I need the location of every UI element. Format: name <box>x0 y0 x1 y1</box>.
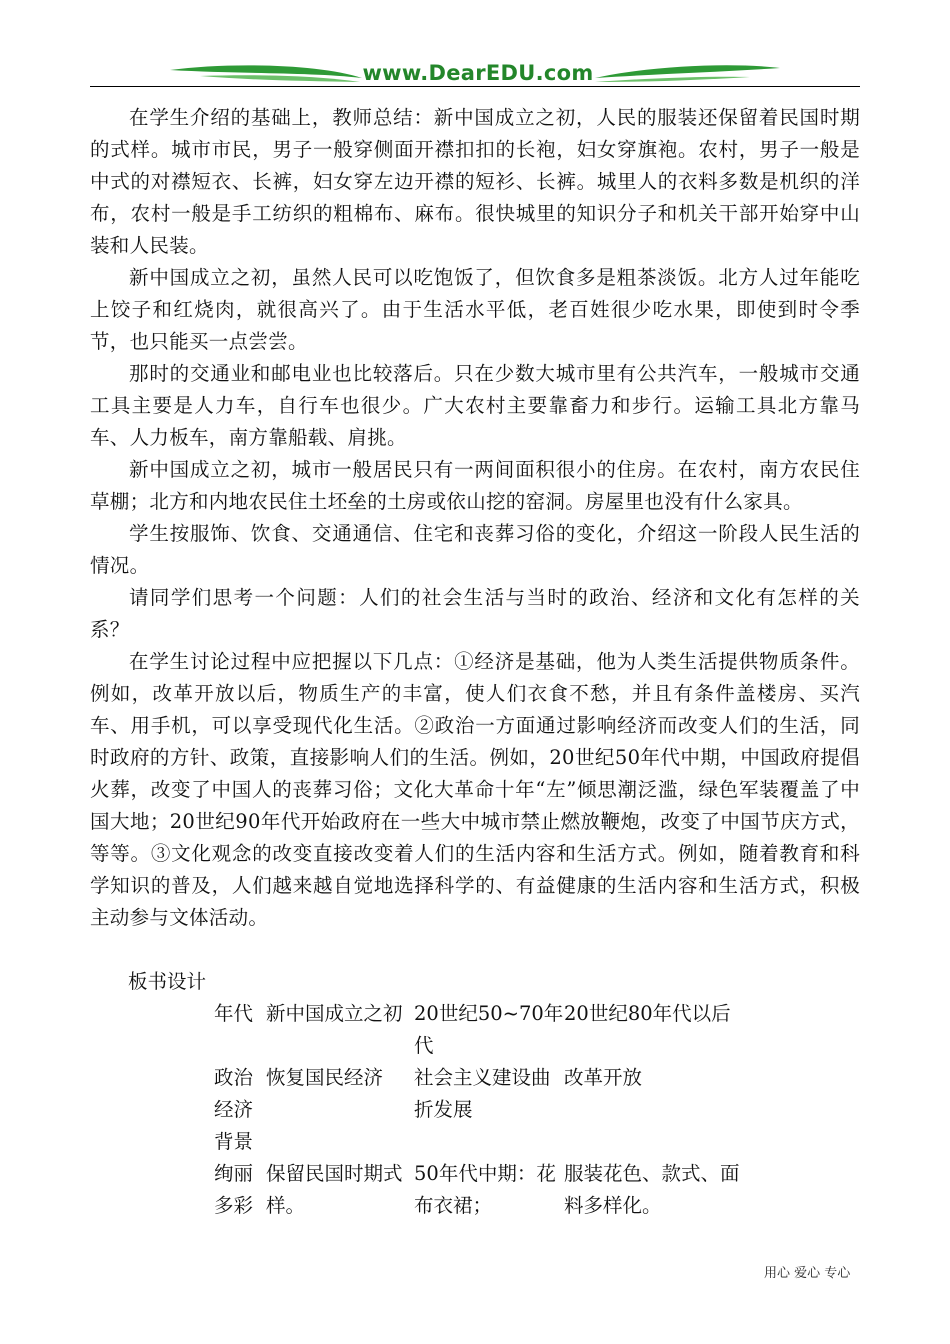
paragraph: 在学生介绍的基础上，教师总结：新中国成立之初，人民的服装还保留着民国时期的式样。城市市民，男子一般穿侧面开襟扣扣的长袍，妇女穿旗袍。农村，男子一般是中式的对襟短衣、长裤，妇女穿左边开襟的短衫、长裤。城里人的衣料多数是机织的洋布，农村一般是手工纺织的粗棉布、麻布。很快城里的知识分子和机关干部开始穿中山装和人民装。 <box>90 106 860 257</box>
table-cell: 服装花色、款式、面料多样化。 <box>564 1162 740 1217</box>
board-title: 板书设计 <box>128 970 207 993</box>
table-cell: 社会主义建设曲折发展 <box>414 1066 551 1121</box>
site-logo[interactable]: www.DearEDU.com <box>362 61 594 85</box>
table-cell: 20世纪50~70年代 <box>414 1002 564 1057</box>
board-table <box>214 998 744 1222</box>
header-rule <box>90 86 860 87</box>
table-cell: 改革开放 <box>564 1066 643 1089</box>
table-row <box>214 1062 744 1158</box>
table-cell: 绚丽多彩 <box>214 1162 254 1217</box>
paragraph: 那时的交通业和邮电业也比较落后。只在少数大城市里有公共汽车，一般城市交通工具主要是人力车，自行车也很少。广大农村主要靠畜力和步行。运输工具北方靠马车、人力板车，南方靠船载、肩挑。 <box>90 362 860 449</box>
paragraph: 在学生讨论过程中应把握以下几点：①经济是基础，他为人类生活提供物质条件。例如，改革开放以后，物质生产的丰富，使人们衣食不愁，并且有条件盖楼房、买汽车、用手机，可以享受现代化生活。②政治一方面通过影响经济而改变人们的生活，同时政府的方针、政策，直接影响人们的生活。例如，20世纪50年代中期，中国政府提倡火葬，改变了中国人的丧葬习俗；文化大革命十年“左”倾思潮泛滥，绿色军装覆盖了中国大地；20世纪90年代开始政府在一些大中城市禁止燃放鞭炮，改变了中国节庆方式，等等。③文化观念的改变直接改变着人们的生活内容和生活方式。例如，随着教育和科学知识的普及，人们越来越自觉地选择科学的、有益健康的生活内容和生活方式，积极主动参与文体活动。 <box>90 650 860 929</box>
page-header <box>90 58 860 92</box>
table-cell: 50年代中期：花布衣裙； <box>414 1162 556 1217</box>
table-cell: 20世纪80年代以后 <box>564 1002 731 1025</box>
table-cell: 政治经济背景 <box>214 1066 254 1153</box>
body-text <box>90 102 860 934</box>
table-cell: 年代 <box>214 1002 254 1025</box>
paragraph: 新中国成立之初，城市一般居民只有一两间面积很小的住房。在农村，南方农民住草棚；北方和内地农民住土坯垒的土房或依山挖的窑洞。房屋里也没有什么家具。 <box>90 458 860 513</box>
paragraph: 请同学们思考一个问题：人们的社会生活与当时的政治、经济和文化有怎样的关系？ <box>90 586 860 641</box>
paragraph: 新中国成立之初，虽然人民可以吃饱饭了，但饮食多是粗茶淡饭。北方人过年能吃上饺子和红烧肉，就很高兴了。由于生活水平低，老百姓很少吃水果，即使到时令季节，也只能买一点尝尝。 <box>90 266 860 353</box>
paragraph: 学生按服饰、饮食、交通通信、住宅和丧葬习俗的变化，介绍这一阶段人民生活的情况。 <box>90 522 860 577</box>
table-row <box>214 1158 744 1222</box>
table-cell: 新中国成立之初 <box>266 1002 403 1025</box>
table-row <box>214 998 744 1062</box>
page-footer: 用心 爱心 专心 <box>764 1266 851 1281</box>
table-cell: 保留民国时期式样。 <box>266 1162 403 1217</box>
table-cell: 恢复国民经济 <box>266 1066 384 1089</box>
